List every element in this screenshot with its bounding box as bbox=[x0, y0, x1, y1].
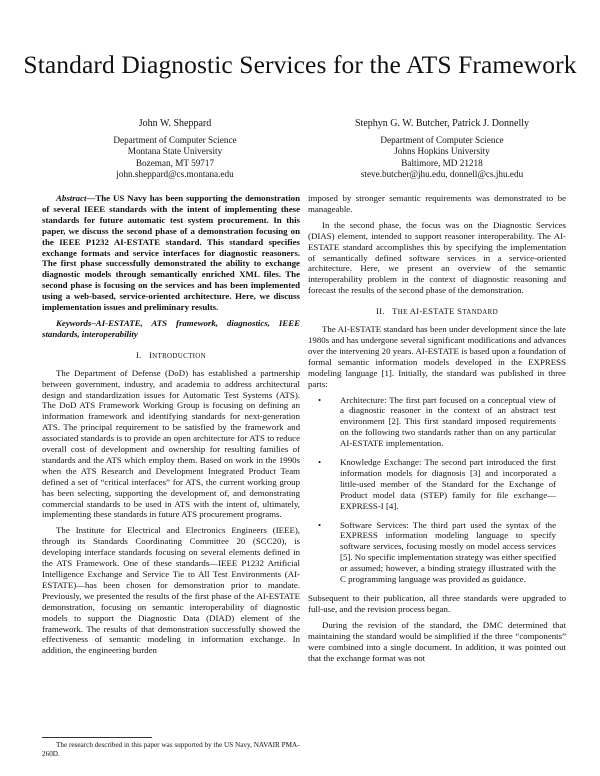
footnote: The research described in this paper was supported by the US Navy, NAVAIR PMA-260D. bbox=[42, 741, 300, 758]
author-name: Stephyn G. W. Butcher, Patrick J. Donnelly bbox=[354, 118, 530, 129]
bullet-icon: • bbox=[318, 457, 322, 468]
bullet-icon: • bbox=[318, 519, 322, 530]
author-email[interactable]: steve.butcher@jhu.edu, donnell@cs.jhu.edu bbox=[360, 169, 524, 180]
list-item-text: Architecture: The first part focused on a conceptual view of a diagnostic reasoner in the context of an abstract test environment [2]. This first standard imposed requirements on the following two standards rather than on any particular AI-ESTATE implementation. bbox=[340, 394, 556, 449]
paragraph: Subsequent to their publication, all three standards were upgraded to full-use, and the revision process began. bbox=[308, 593, 566, 614]
list-item bbox=[308, 395, 566, 450]
affiliation-address: Baltimore, MD 21218 bbox=[401, 157, 483, 168]
paragraph: The Institute for Electrical and Electronics Engineers (IEEE), through its Standards Coordinating Committee 20 (SCC20), is developing interface standards focusing on several elements defined in the ATS Framework. One of these standards—IEEE P1232 Artificial Intelligence Exchange and Service Tie to All Test Environments (AI-ESTATE)—has been chosen for demonstration prior to mandate. Previously, we presented the results of the first phase of the AI-ESTATE demonstration, focusing on semantic interoperability of diagnostic models to support the Diagnostic Data (DIAD) element of the framework. The results of that demonstration successfully showed the effectiveness of semantic modeling in information exchange. In addition, the engineering burden bbox=[42, 525, 300, 656]
paragraph: The Department of Defense (DoD) has established a partnership between government, industry, and academia to address architectural design and standardization issues for Automatic Test Systems (ATS). The DoD ATS Framework Working Group is focusing on defining an information framework and identifying standards for next-generation ATS. The principal requirement to be satisfied by the framework and associated standards is to provide an open architecture for ATS to reduce overall cost of development and ownership for resulting families of standards and the ATS which employ them. Based on work in the 1990s when the ATS Research and Development Integrated Product Team defined a set of “critical interfaces” for ATS, the current working group has been selecting, supporting the development of, and demonstrating commercial standards to be used in ATS with the intent of, ultimately, implementing these standards in future ATS procurement programs. bbox=[42, 367, 300, 520]
abstract bbox=[42, 193, 300, 313]
abstract-label: Abstract bbox=[56, 193, 87, 203]
keywords-label: Keywords bbox=[56, 317, 92, 328]
section-title-rest: NTRODUCTION bbox=[152, 351, 206, 360]
paragraph: The AI-ESTATE standard has been under development since the late 1980s and has undergone several significant modifications and advances over the intervening 20 years. AI-ESTATE is based upon a foundation of formal semantic information models developed in the EXPRESS modeling language [1]. Initially, the standard was published in three parts: bbox=[308, 324, 566, 389]
section-heading-ai-estate-standard bbox=[308, 306, 566, 318]
parts-list bbox=[308, 395, 566, 586]
abstract-text: —The US Navy has been supporting the demonstration of several IEEE standards with the intent of implementing these standards for future automatic test system procurement. In this paper, we discuss the second phase of a demonstration focusing on the IEEE P1232 AI-ESTATE standard. This standard specifies exchange formats and service interfaces for diagnostic reasoners. The first phase successfully demonstrated the ability to exchange diagnostic models through semantically enriched XML files. The second phase is focusing on the services and has been implemented using a web-based, service-oriented architecture. Here, we discuss implementation issues and preliminary results. bbox=[42, 193, 300, 313]
list-item-text: Knowledge Exchange: The second part introduced the first information models for diagnosis [3] and incorporated a little-used member of the Standard for the Exchange of Product model data (STEP) family for file exchange—EXPRESS-I [4]. bbox=[340, 457, 556, 511]
list-item bbox=[308, 520, 566, 585]
paragraph: In the second phase, the focus was on the Diagnostic Services (DIAS) element, intended to support reasoner interoperability. The AI-ESTATE standard accomplishes this by specifying the implementation of semantically defined software services in a service-oriented architecture. Here, we present an overview of the semantic interoperability problem in the context of diagnostic reasoning and forecast the results of the second phase of the demonstration. bbox=[308, 219, 566, 296]
author-name: John W. Sheppard bbox=[138, 118, 212, 129]
list-item bbox=[308, 457, 566, 512]
paragraph: imposed by stronger semantic requirements was demonstrated to be manageable. bbox=[308, 193, 566, 214]
list-item-text: Software Services: The third part used the syntax of the EXPRESS information modeling language to specify software services, focusing mostly on model access services [5]. No specific implementation strategy was either specified or assumed; however, a binding strategy illustrated with the C programming language was provided as guidance. bbox=[340, 519, 556, 585]
section-title-rest: TANDARD bbox=[462, 308, 498, 317]
affiliation-university: Montana State University bbox=[127, 146, 223, 157]
section-title-rest: HE bbox=[397, 308, 410, 317]
affiliation-university: Johns Hopkins University bbox=[394, 146, 490, 157]
author-block-2 bbox=[312, 118, 572, 181]
affiliation-department: Department of Computer Science bbox=[113, 134, 237, 145]
author-email[interactable]: john.sheppard@cs.montana.edu bbox=[116, 169, 234, 180]
affiliation-address: Bozeman, MT 59717 bbox=[135, 157, 215, 168]
section-number: I. bbox=[135, 349, 142, 360]
left-column bbox=[42, 193, 300, 661]
section-number: II. bbox=[376, 306, 385, 317]
keywords-text: –AI-ESTATE, ATS framework, diagnostics, IEEE standards, interoperability bbox=[42, 317, 300, 339]
footnote-rule bbox=[42, 737, 152, 738]
section-title-initial: I bbox=[148, 349, 153, 360]
keywords bbox=[42, 318, 300, 340]
section-title-initial: AI-ESTATE S bbox=[409, 306, 463, 317]
bullet-icon: • bbox=[318, 394, 322, 405]
right-column bbox=[308, 193, 566, 668]
paper-title: Standard Diagnostic Services for the ATS Framework bbox=[23, 50, 577, 79]
affiliation-department: Department of Computer Science bbox=[380, 134, 504, 145]
paragraph: During the revision of the standard, the DMC determined that maintaining the standard would be simplified if the three “components” were combined into a single document. In addition, it was pointed out that the exchange format was not bbox=[308, 619, 566, 663]
author-block-1 bbox=[60, 118, 290, 181]
section-title-initial: T bbox=[392, 306, 398, 317]
section-heading-introduction bbox=[42, 350, 300, 362]
